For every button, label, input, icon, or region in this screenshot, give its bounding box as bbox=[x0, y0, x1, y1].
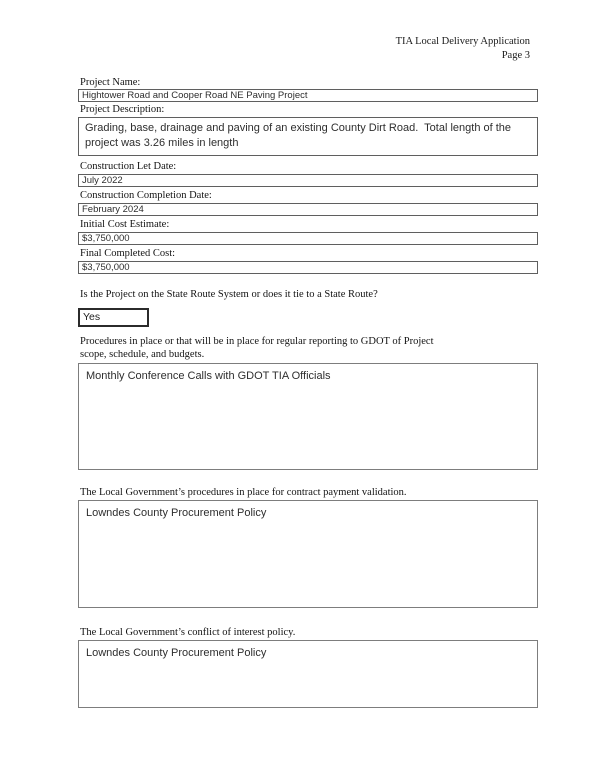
construction-let-date-input[interactable]: July 2022 bbox=[78, 174, 538, 187]
construction-let-date-label: Construction Let Date: bbox=[80, 161, 177, 172]
form-content bbox=[78, 76, 538, 708]
final-completed-cost-label: Final Completed Cost: bbox=[80, 248, 176, 259]
reporting-procedures-textarea[interactable]: Monthly Conference Calls with GDOT TIA Officials bbox=[78, 363, 538, 470]
reporting-procedures-label-line2: scope, schedule, and budgets. bbox=[80, 349, 205, 360]
page-number: Page 3 bbox=[501, 50, 530, 61]
initial-cost-estimate-label: Initial Cost Estimate: bbox=[80, 219, 170, 230]
initial-cost-estimate-input[interactable]: $3,750,000 bbox=[78, 232, 538, 245]
document-title: TIA Local Delivery Application bbox=[395, 36, 530, 47]
construction-completion-date-input[interactable]: February 2024 bbox=[78, 203, 538, 216]
project-name-label: Project Name: bbox=[80, 77, 141, 88]
project-description-input[interactable]: Grading, base, drainage and paving of an existing County Dirt Road. Total length of the project was 3.26 miles in length bbox=[78, 117, 538, 156]
construction-completion-date-label: Construction Completion Date: bbox=[80, 190, 212, 201]
reporting-procedures-label-line1: Procedures in place or that will be in place for regular reporting to GDOT of Project bbox=[80, 336, 434, 347]
conflict-of-interest-label: The Local Government’s conflict of interest policy. bbox=[80, 627, 296, 638]
conflict-of-interest-textarea[interactable]: Lowndes County Procurement Policy bbox=[78, 640, 538, 708]
payment-validation-textarea[interactable]: Lowndes County Procurement Policy bbox=[78, 500, 538, 608]
document-header bbox=[0, 0, 600, 63]
final-completed-cost-input[interactable]: $3,750,000 bbox=[78, 261, 538, 274]
project-description-label: Project Description: bbox=[80, 104, 165, 115]
state-route-answer-input[interactable]: Yes bbox=[78, 308, 149, 327]
project-name-input[interactable]: Hightower Road and Cooper Road NE Paving Project bbox=[78, 89, 538, 102]
state-route-question: Is the Project on the State Route System or does it tie to a State Route? bbox=[80, 289, 378, 300]
payment-validation-label: The Local Government’s procedures in place for contract payment validation. bbox=[80, 487, 407, 498]
